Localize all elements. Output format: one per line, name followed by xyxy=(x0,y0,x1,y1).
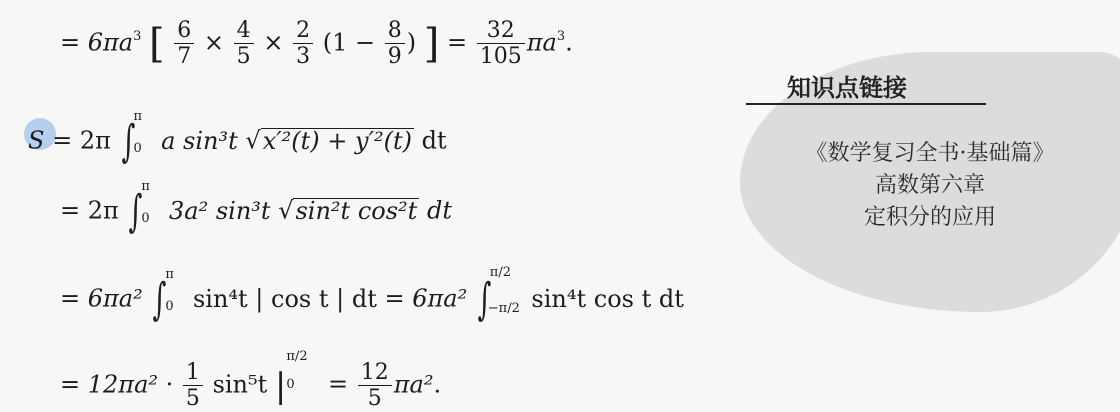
equation-line-5: = 12πa² · $\frac{1}{5}$ sin⁵t | π/2 0 = $\frac{12}{5}$ πa². xyxy=(60,349,442,412)
equation-line-2: S = 2π ∫ π 0 a sin³t √x′²(t) + y′²(t) dt xyxy=(28,109,447,167)
title-underline xyxy=(746,103,986,105)
section: 定积分的应用 xyxy=(863,204,996,230)
reference-box xyxy=(760,138,1100,234)
equation-line-4: = 6πa² ∫ π 0 sin⁴t | cos t | dt = 6πa² ∫ π/2 −π/2 sin⁴t cos t dt xyxy=(60,265,684,325)
chapter: 高数第六章 xyxy=(874,172,985,198)
book-title: 《数学复习全书·基础篇》 xyxy=(805,141,1055,166)
equation-line-3: = 2π ∫ π 0 3a² sin³t √sin²t cos²t dt xyxy=(60,179,452,237)
equation-line-1: = $6\pi a^3$ [ $\frac{6}{7}$ × $\frac{4}{5}$ × $\frac{2}{3}$ (1 − $\frac{8}{9}$ ) ] = $\frac{32}{105}$ $\pi a^3$. xyxy=(60,18,573,70)
knowledge-link-title: 知识点链接 xyxy=(787,74,907,102)
